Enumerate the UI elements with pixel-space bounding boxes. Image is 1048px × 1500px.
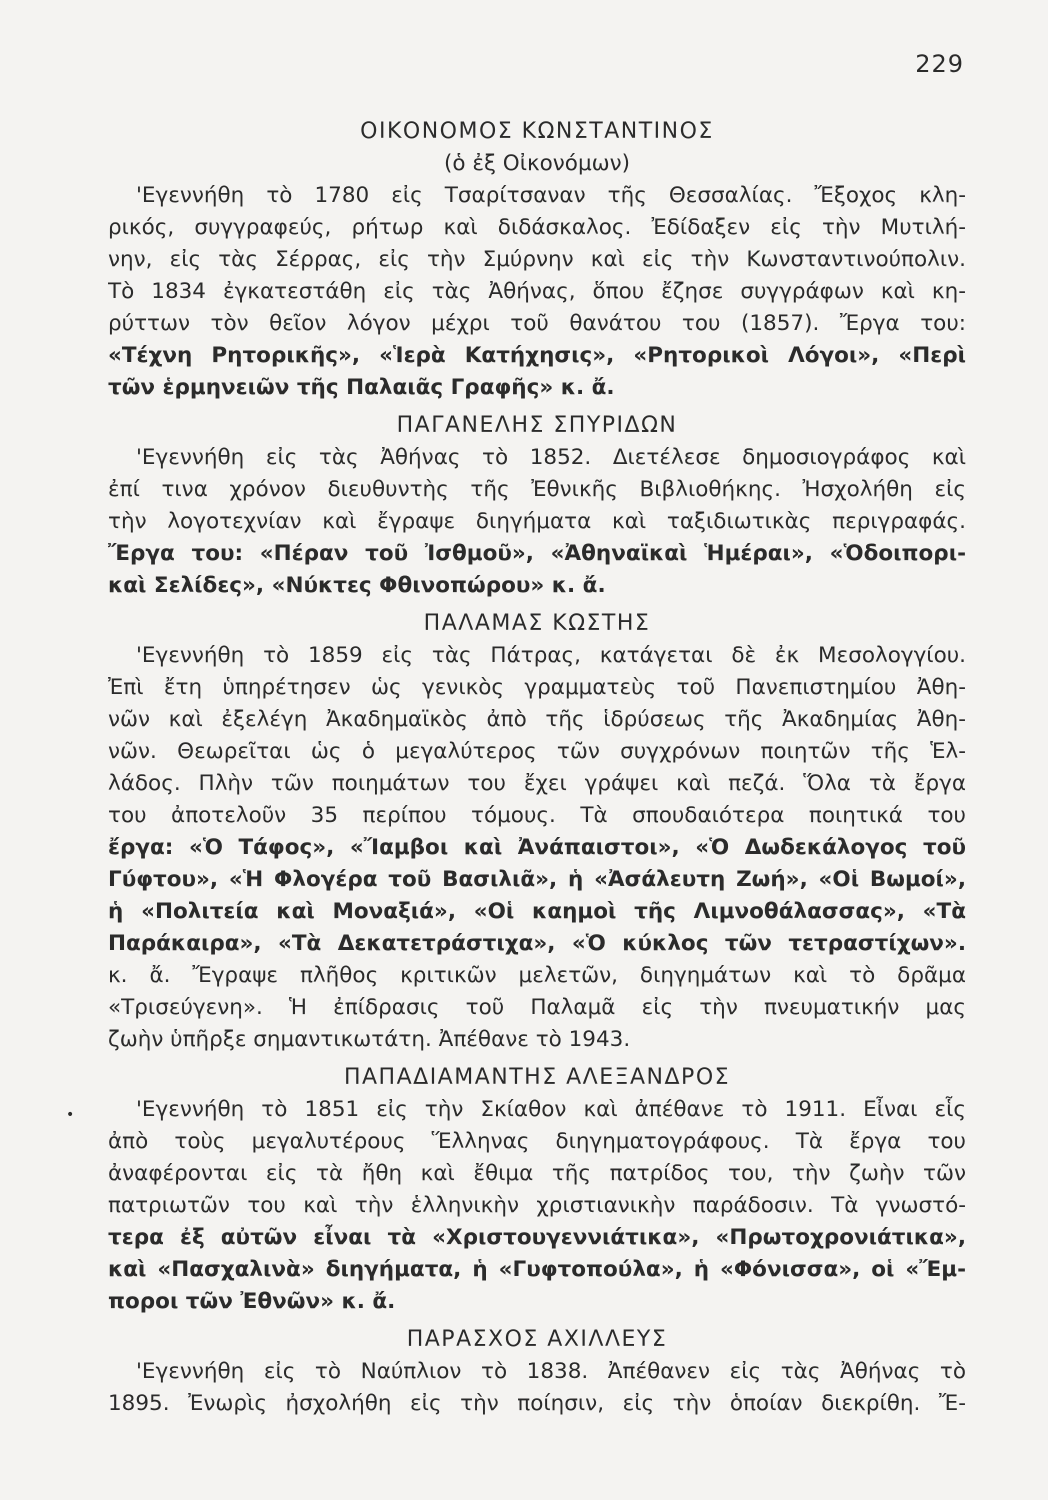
text-line: τὴν λογοτεχνίαν καὶ ἔγραψε διηγήματα καὶ ταξιδιωτικὰς περιγραφάς. <box>108 509 966 534</box>
text-line: ρύττων τὸν θεῖον λόγον μέχρι τοῦ θανάτου του (1857). Ἔργα του: <box>108 311 966 336</box>
text-line: «Τέχνη Ρητορικῆς», «Ἱερὰ Κατήχησις», «Ρητορικοὶ Λόγοι», «Περὶ <box>108 343 966 368</box>
text-line: 'Εγεννήθη τὸ 1780 εἰς Τσαρίτσαναν τῆς Θεσσαλίας. Ἔξοχος κλη- <box>136 183 966 208</box>
text-line: ἡ «Πολιτεία καὶ Μοναξιά», «Οἱ καημοὶ τῆς Λιμνοθάλασσας», «Τὰ <box>108 899 966 924</box>
text-line: 'Εγεννήθη εἰς τὸ Ναύπλιον τὸ 1838. Ἀπέθανεν εἰς τὰς Ἀθήνας τὸ <box>136 1359 966 1384</box>
text-line: ρικός, συγγραφεύς, ρήτωρ καὶ διδάσκαλος. Ἐδίδαξεν εἰς τὴν Μυτιλή- <box>108 215 966 240</box>
text-line: Ἔργα του: «Πέραν τοῦ Ἰσθμοῦ», «Ἀθηναϊκαὶ Ἡμέραι», «Ὁδοιπορι- <box>108 541 966 566</box>
entry-palamas <box>108 608 966 1056</box>
text-line: ζωὴν ὑπῆρξε σημαντικωτάτη. Ἀπέθανε τὸ 1943. <box>108 1027 631 1052</box>
entry-heading: ΠΑΓΑΝΕΛΗΣ ΣΠΥΡΙΔΩΝ <box>396 413 678 438</box>
text-line: 'Εγεννήθη τὸ 1851 εἰς τὴν Σκίαθον καὶ ἀπέθανε τὸ 1911. Εἶναι εἷς <box>136 1097 966 1122</box>
text-line: 1895. Ἐνωρὶς ἠσχολήθη εἰς τὴν ποίησιν, εἰς τὴν ὁποίαν διεκρίθη. Ἔ- <box>108 1391 966 1416</box>
text-line: ἐπί τινα χρόνον διευθυντὴς τῆς Ἐθνικῆς Βιβλιοθήκης. Ἠσχολήθη εἰς <box>108 477 966 502</box>
entry-subheading: (ὁ ἐξ Οἰκονόμων) <box>443 151 631 176</box>
text-line: ἀναφέρονται εἰς τὰ ἤθη καὶ ἔθιμα τῆς πατρίδος του, τὴν ζωὴν τῶν <box>108 1161 966 1186</box>
text-line: λάδος. Πλὴν τῶν ποιημάτων του ἔχει γράψει καὶ πεζά. Ὅλα τὰ ἔργα <box>108 771 966 796</box>
entry-heading: ΟΙΚΟΝΟΜΟΣ ΚΩΝΣΤΑΝΤΙΝΟΣ <box>360 119 714 144</box>
text-line: «Τρισεύγενη». Ἡ ἐπίδρασις τοῦ Παλαμᾶ εἰς τὴν πνευματικήν μας <box>108 995 966 1020</box>
text-line: Παράκαιρα», «Τὰ Δεκατετράστιχα», «Ὁ κύκλος τῶν τετραστίχων». <box>108 931 966 956</box>
text-line: καὶ Σελίδες», «Νύκτες Φθινοπώρου» κ. ἄ. <box>108 573 606 598</box>
text-line: κ. ἄ. Ἔγραψε πλῆθος κριτικῶν μελετῶν, διηγημάτων καὶ τὸ δρᾶμα <box>108 963 966 988</box>
text-line: νῶν. Θεωρεῖται ὡς ὁ μεγαλύτερος τῶν συγχρόνων ποιητῶν τῆς Ἑλ- <box>108 739 966 764</box>
text-line: ἔργα: «Ὁ Τάφος», «Ἴαμβοι καὶ Ἀνάπαιστοι», «Ὁ Δωδεκάλογος τοῦ <box>108 835 966 860</box>
text-line: του ἀποτελοῦν 35 περίπου τόμους. Τὰ σπουδαιότερα ποιητικά του <box>108 803 966 828</box>
text-line: Γύφτου», «Ἡ Φλογέρα τοῦ Βασιλιᾶ», ἡ «Ἀσάλευτη Ζωή», «Οἱ Βωμοί», <box>108 867 966 892</box>
entry-paraschos <box>108 1324 966 1420</box>
text-line: νην, εἰς τὰς Σέρρας, εἰς τὴν Σμύρνην καὶ εἰς τὴν Κωνσταντινούπολιν. <box>108 247 966 272</box>
entry-papadiamantis <box>108 1062 966 1318</box>
text-line: 'Εγεννήθη εἰς τὰς Ἀθήνας τὸ 1852. Διετέλεσε δημοσιογράφος καὶ <box>136 445 966 470</box>
entry-heading: ΠΑΛΑΜΑΣ ΚΩΣΤΗΣ <box>423 611 651 636</box>
entry-heading: ΠΑΡΑΣΧΟΣ ΑΧΙΛΛΕΥΣ <box>406 1327 668 1352</box>
margin-bullet-mark: • <box>66 1107 75 1123</box>
text-line: ἀπὸ τοὺς μεγαλυτέρους Ἕλληνας διηγηματογράφους. Τὰ ἔργα του <box>108 1129 966 1154</box>
text-line: ποροι τῶν Ἐθνῶν» κ. ἄ. <box>108 1289 396 1314</box>
text-line: τερα ἐξ αὐτῶν εἶναι τὰ «Χριστουγεννιάτικα», «Πρωτοχρονιάτικα», <box>108 1225 966 1250</box>
text-line: Ἐπὶ ἔτη ὑπηρέτησεν ὡς γενικὸς γραμματεὺς τοῦ Πανεπιστημίου Ἀθη- <box>108 675 966 700</box>
entry-heading: ΠΑΠΑΔΙΑΜΑΝΤΗΣ ΑΛΕΞΑΝΔΡΟΣ <box>343 1065 731 1090</box>
text-line: τῶν ἑρμηνειῶν τῆς Παλαιᾶς Γραφῆς» κ. ἄ. <box>108 375 615 400</box>
text-line: νῶν καὶ ἐξελέγη Ἀκαδημαϊκὸς ἀπὸ τῆς ἱδρύσεως τῆς Ἀκαδημίας Ἀθη- <box>108 707 966 732</box>
entry-paganelis <box>108 410 966 602</box>
page-content <box>108 116 966 1426</box>
text-line: καὶ «Πασχαλινὰ» διηγήματα, ἡ «Γυφτοπούλα», ἡ «Φόνισσα», οἱ «Ἔμ- <box>108 1257 966 1282</box>
text-line: Τὸ 1834 ἐγκατεστάθη εἰς τὰς Ἀθήνας, ὅπου ἔζησε συγγράφων καὶ κη- <box>108 279 966 304</box>
page-number: 229 <box>915 50 964 78</box>
text-line: 'Εγεννήθη τὸ 1859 εἰς τὰς Πάτρας, κατάγεται δὲ ἐκ Μεσολογγίου. <box>136 643 966 668</box>
entry-oikonomos <box>108 116 966 404</box>
text-line: πατριωτῶν του καὶ τὴν ἑλληνικὴν χριστιανικὴν παράδοσιν. Τὰ γνωστό- <box>108 1193 966 1218</box>
